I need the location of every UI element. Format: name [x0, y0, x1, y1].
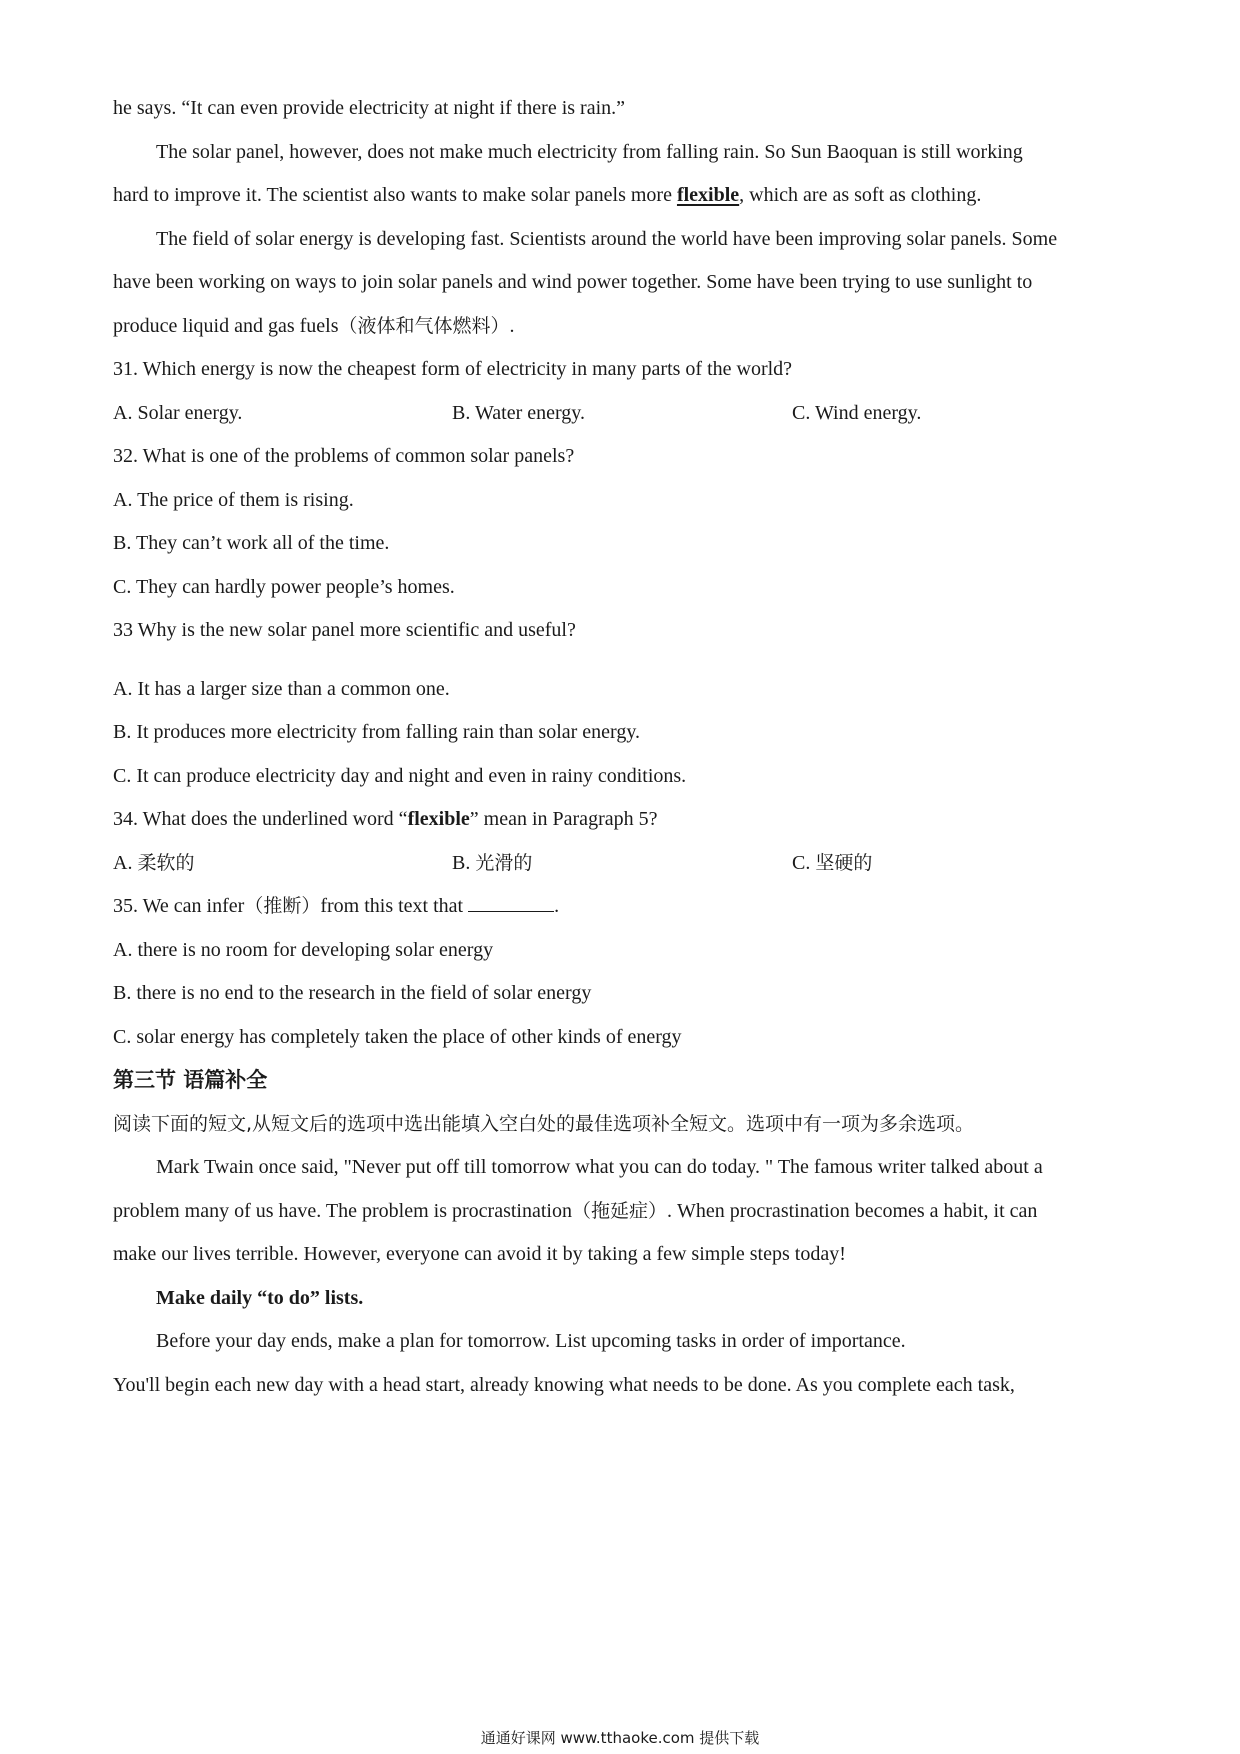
q35-option-c: C. solar energy has completely taken the place of other kinds of energy [113, 1026, 682, 1048]
passage-line: have been working on ways to join solar panels and wind power together. Some have been trying to use sunlight to [113, 271, 1033, 293]
question-32-stem: 32. What is one of the problems of common solar panels? [113, 445, 575, 467]
question-34-stem [113, 805, 657, 833]
question-text: 35. We can infer [113, 895, 245, 917]
section-instruction: 阅读下面的短文,从短文后的选项中选出能填入空白处的最佳选项补全短文。选项中有一项为多余选项。 [113, 1113, 975, 1135]
passage-line: Mark Twain once said, "Never put off till tomorrow what you can do today. " The famous writer talked about a [156, 1156, 1043, 1178]
q32-option-c: C. They can hardly power people’s homes. [113, 576, 455, 598]
option-text: 柔软的 [137, 852, 195, 874]
option-label: B. [452, 852, 476, 874]
passage-line [113, 312, 515, 340]
passage-text: problem many of us have. The problem is procrastination [113, 1200, 572, 1222]
page-footer: 通通好课网 www.tthaoke.com 提供下载 [480, 1729, 760, 1747]
passage-line: Before your day ends, make a plan for tomorrow. List upcoming tasks in order of importance. [156, 1330, 906, 1352]
passage-subheading: Make daily “to do” lists. [156, 1287, 364, 1309]
q34-option-b [452, 849, 532, 877]
q31-option-c: C. Wind energy. [792, 402, 922, 424]
question-text: 34. What does the underlined word “ [113, 808, 408, 830]
option-text: 光滑的 [475, 852, 533, 874]
passage-text: hard to improve it. The scientist also wants to make solar panels more [113, 184, 677, 206]
passage-text: , which are as soft as clothing. [739, 184, 982, 206]
q32-option-a: A. The price of them is rising. [113, 489, 354, 511]
q33-option-c: C. It can produce electricity day and night and even in rainy conditions. [113, 765, 687, 787]
question-35-stem [113, 892, 559, 920]
passage-text: . When procrastination becomes a habit, it can [666, 1200, 1038, 1222]
passage-line [113, 1197, 1037, 1225]
q32-option-b: B. They can’t work all of the time. [113, 532, 390, 554]
passage-line: The field of solar energy is developing fast. Scientists around the world have been improving solar panels. Some [156, 228, 1058, 250]
passage-text: produce liquid and gas fuels [113, 315, 339, 337]
q35-option-a: A. there is no room for developing solar energy [113, 939, 494, 961]
option-label: C. [792, 852, 816, 874]
passage-line: make our lives terrible. However, everyone can avoid it by taking a few simple steps today! [113, 1243, 846, 1265]
question-text: from this text that [320, 895, 469, 917]
option-label: A. [113, 852, 138, 874]
question-text: ” mean in Paragraph 5? [469, 808, 658, 830]
passage-line: The solar panel, however, does not make much electricity from falling rain. So Sun Baoquan is still working [156, 141, 1023, 163]
bold-keyword: flexible [407, 808, 470, 830]
question-31-stem: 31. Which energy is now the cheapest form of electricity in many parts of the world? [113, 358, 793, 380]
question-text: . [554, 895, 560, 917]
q33-option-a: A. It has a larger size than a common one. [113, 678, 450, 700]
passage-line: You'll begin each new day with a head start, already knowing what needs to be done. As you complete each task, [113, 1374, 1015, 1396]
q31-option-a: A. Solar energy. [113, 402, 243, 424]
q35-option-b: B. there is no end to the research in the field of solar energy [113, 982, 592, 1004]
q31-option-b: B. Water energy. [452, 402, 585, 424]
chinese-gloss: （拖延症） [571, 1200, 667, 1222]
q34-option-a [113, 849, 194, 877]
passage-line [113, 181, 981, 209]
passage-text: . [509, 315, 515, 337]
passage-line: he says. “It can even provide electricity at night if there is rain.” [113, 97, 626, 119]
option-text: 坚硬的 [815, 852, 873, 874]
q33-option-b: B. It produces more electricity from falling rain than solar energy. [113, 721, 641, 743]
underlined-keyword: flexible [676, 184, 740, 206]
chinese-gloss: （推断） [244, 895, 321, 917]
q34-option-c [792, 849, 872, 877]
chinese-gloss: （液体和气体燃料） [338, 315, 510, 337]
answer-blank [468, 893, 554, 912]
question-33-stem: 33 Why is the new solar panel more scientific and useful? [113, 619, 576, 641]
section-heading: 第三节 语篇补全 [113, 1068, 268, 1092]
